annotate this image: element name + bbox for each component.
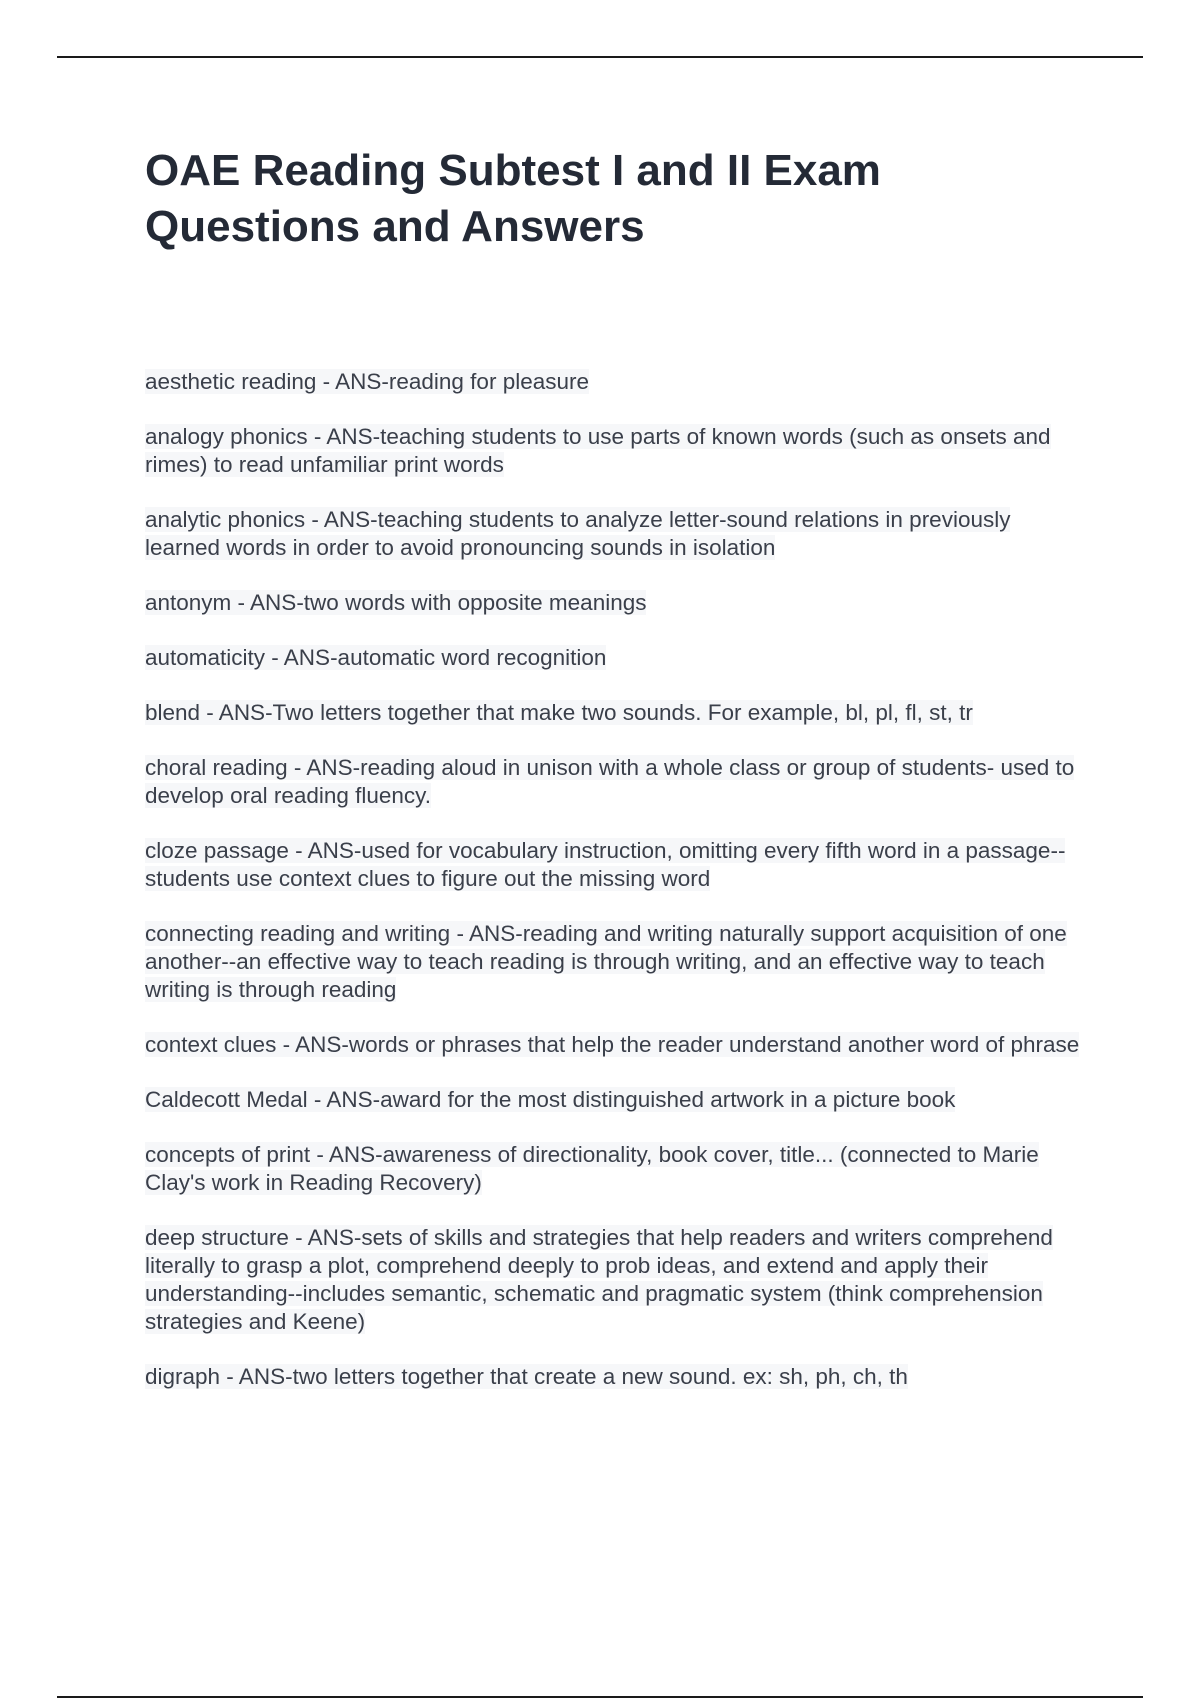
entry-text: choral reading - ANS-reading aloud in unison with a whole class or group of students- used to develop oral reading fluency.	[145, 755, 1075, 808]
entry-text: antonym - ANS-two words with opposite meanings	[145, 590, 647, 615]
entry-text: connecting reading and writing - ANS-reading and writing naturally support acquisition of one another--an effective way to teach reading is through writing, and an effective way to teach writing is through reading	[145, 921, 1067, 1002]
list-item	[145, 423, 1085, 479]
entry-text: analytic phonics - ANS-teaching students to analyze letter-sound relations in previously learned words in order to avoid pronouncing sounds in isolation	[145, 507, 1011, 560]
list-item	[145, 644, 1085, 672]
list-item	[145, 1031, 1085, 1059]
entry-list	[145, 368, 1085, 1418]
list-item	[145, 368, 1085, 396]
entry-text: cloze passage - ANS-used for vocabulary instruction, omitting every fifth word in a passage--students use context clues to figure out the missing word	[145, 838, 1066, 891]
bottom-rule	[57, 1696, 1143, 1698]
entry-text: digraph - ANS-two letters together that create a new sound. ex: sh, ph, ch, th	[145, 1364, 908, 1389]
entry-text: aesthetic reading - ANS-reading for pleasure	[145, 369, 590, 394]
entry-text: analogy phonics - ANS-teaching students to use parts of known words (such as onsets and rimes) to read unfamiliar print words	[145, 424, 1051, 477]
document-title: OAE Reading Subtest I and II Exam Questions and Answers	[145, 146, 881, 251]
entry-text: blend - ANS-Two letters together that make two sounds. For example, bl, pl, fl, st, tr	[145, 700, 973, 725]
entry-text: Caldecott Medal - ANS-award for the most distinguished artwork in a picture book	[145, 1087, 956, 1112]
list-item	[145, 506, 1085, 562]
list-item	[145, 754, 1085, 810]
entry-text: automaticity - ANS-automatic word recognition	[145, 645, 607, 670]
list-item	[145, 920, 1085, 1004]
entry-text: concepts of print - ANS-awareness of directionality, book cover, title... (connected to Marie Clay's work in Reading Recovery)	[145, 1142, 1039, 1195]
list-item	[145, 837, 1085, 893]
list-item	[145, 1086, 1085, 1114]
list-item	[145, 699, 1085, 727]
top-rule	[57, 56, 1143, 58]
entry-text: context clues - ANS-words or phrases that help the reader understand another word of phrase	[145, 1032, 1080, 1057]
entry-text: deep structure - ANS-sets of skills and strategies that help readers and writers comprehend literally to grasp a plot, comprehend deeply to prob ideas, and extend and apply their understanding--includes semantic, schematic and pragmatic system (think comprehension strategies and Keene)	[145, 1225, 1053, 1334]
list-item	[145, 589, 1085, 617]
list-item	[145, 1141, 1085, 1197]
list-item	[145, 1363, 1085, 1391]
list-item	[145, 1224, 1085, 1336]
